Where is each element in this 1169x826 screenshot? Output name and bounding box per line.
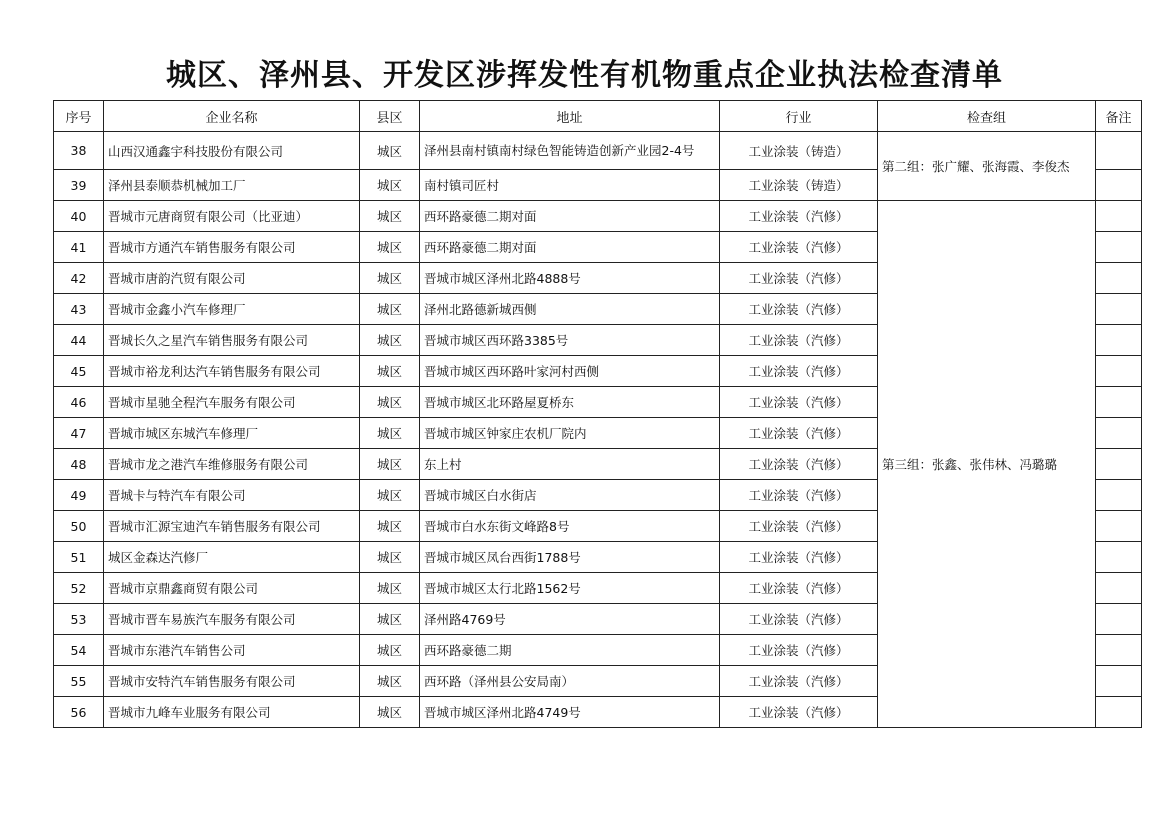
cell-no: 51	[54, 542, 104, 573]
cell-company: 山西汉通鑫宇科技股份有限公司	[104, 132, 360, 170]
cell-industry: 工业涂装（汽修）	[720, 666, 878, 697]
cell-remark	[1096, 263, 1142, 294]
header-industry: 行业	[720, 101, 878, 132]
cell-district: 城区	[360, 573, 420, 604]
cell-no: 54	[54, 635, 104, 666]
cell-address: 南村镇司匠村	[420, 170, 720, 201]
cell-address: 晋城市城区钟家庄农机厂院内	[420, 418, 720, 449]
cell-remark	[1096, 356, 1142, 387]
cell-district: 城区	[360, 232, 420, 263]
cell-remark	[1096, 232, 1142, 263]
header-district: 县区	[360, 101, 420, 132]
cell-company: 晋城市金鑫小汽车修理厂	[104, 294, 360, 325]
cell-company: 晋城市汇源宝迪汽车销售服务有限公司	[104, 511, 360, 542]
inspection-table	[53, 100, 1142, 728]
header-no: 序号	[54, 101, 104, 132]
cell-group-2: 第二组：张广耀、张海霞、李俊杰	[878, 132, 1096, 201]
cell-industry: 工业涂装（汽修）	[720, 604, 878, 635]
cell-district: 城区	[360, 604, 420, 635]
cell-no: 42	[54, 263, 104, 294]
cell-remark	[1096, 325, 1142, 356]
cell-no: 53	[54, 604, 104, 635]
cell-no: 39	[54, 170, 104, 201]
cell-no: 48	[54, 449, 104, 480]
cell-remark	[1096, 201, 1142, 232]
cell-no: 52	[54, 573, 104, 604]
cell-no: 43	[54, 294, 104, 325]
cell-address: 晋城市白水东街文峰路8号	[420, 511, 720, 542]
cell-company: 晋城市星驰全程汽车服务有限公司	[104, 387, 360, 418]
cell-address: 晋城市城区泽州北路4888号	[420, 263, 720, 294]
cell-company: 晋城市元唐商贸有限公司（比亚迪）	[104, 201, 360, 232]
cell-remark	[1096, 418, 1142, 449]
cell-no: 46	[54, 387, 104, 418]
cell-remark	[1096, 511, 1142, 542]
cell-industry: 工业涂装（汽修）	[720, 387, 878, 418]
cell-company: 晋城市安特汽车销售服务有限公司	[104, 666, 360, 697]
cell-industry: 工业涂装（汽修）	[720, 201, 878, 232]
cell-address: 晋城市城区北环路屋夏桥东	[420, 387, 720, 418]
cell-no: 45	[54, 356, 104, 387]
cell-district: 城区	[360, 511, 420, 542]
cell-address: 泽州路4769号	[420, 604, 720, 635]
cell-company: 泽州县泰顺恭机械加工厂	[104, 170, 360, 201]
cell-district: 城区	[360, 418, 420, 449]
cell-company: 晋城长久之星汽车销售服务有限公司	[104, 325, 360, 356]
cell-company: 晋城市九峰车业服务有限公司	[104, 697, 360, 728]
cell-remark	[1096, 542, 1142, 573]
cell-no: 49	[54, 480, 104, 511]
cell-district: 城区	[360, 480, 420, 511]
header-remark: 备注	[1096, 101, 1142, 132]
cell-remark	[1096, 449, 1142, 480]
cell-industry: 工业涂装（汽修）	[720, 635, 878, 666]
cell-industry: 工业涂装（汽修）	[720, 511, 878, 542]
cell-company: 晋城市方通汽车销售服务有限公司	[104, 232, 360, 263]
cell-address: 晋城市城区太行北路1562号	[420, 573, 720, 604]
cell-district: 城区	[360, 666, 420, 697]
cell-remark	[1096, 170, 1142, 201]
cell-no: 55	[54, 666, 104, 697]
cell-industry: 工业涂装（汽修）	[720, 480, 878, 511]
cell-industry: 工业涂装（汽修）	[720, 263, 878, 294]
cell-industry: 工业涂装（汽修）	[720, 356, 878, 387]
cell-no: 38	[54, 132, 104, 170]
cell-address: 晋城市城区西环路3385号	[420, 325, 720, 356]
cell-company: 晋城市京鼎鑫商贸有限公司	[104, 573, 360, 604]
cell-company: 晋城市晋车易族汽车服务有限公司	[104, 604, 360, 635]
cell-address: 晋城市城区凤台西街1788号	[420, 542, 720, 573]
cell-no: 56	[54, 697, 104, 728]
cell-remark	[1096, 573, 1142, 604]
cell-district: 城区	[360, 132, 420, 170]
cell-company: 晋城卡与特汽车有限公司	[104, 480, 360, 511]
cell-district: 城区	[360, 387, 420, 418]
cell-industry: 工业涂装（汽修）	[720, 697, 878, 728]
cell-address: 晋城市城区西环路叶家河村西侧	[420, 356, 720, 387]
cell-remark	[1096, 132, 1142, 170]
cell-district: 城区	[360, 542, 420, 573]
cell-address: 西环路豪德二期对面	[420, 201, 720, 232]
cell-remark	[1096, 697, 1142, 728]
cell-address: 泽州北路德新城西侧	[420, 294, 720, 325]
cell-address: 西环路（泽州县公安局南）	[420, 666, 720, 697]
table-row	[54, 201, 1142, 232]
cell-remark	[1096, 666, 1142, 697]
cell-remark	[1096, 604, 1142, 635]
cell-company: 晋城市裕龙利达汽车销售服务有限公司	[104, 356, 360, 387]
header-address: 地址	[420, 101, 720, 132]
cell-industry: 工业涂装（汽修）	[720, 325, 878, 356]
cell-remark	[1096, 480, 1142, 511]
cell-address: 泽州县南村镇南村绿色智能铸造创新产业园2-4号	[420, 132, 720, 170]
cell-district: 城区	[360, 263, 420, 294]
cell-company: 晋城市东港汽车销售公司	[104, 635, 360, 666]
cell-district: 城区	[360, 697, 420, 728]
cell-group-3: 第三组：张鑫、张伟林、冯璐璐	[878, 201, 1096, 728]
cell-address: 晋城市城区泽州北路4749号	[420, 697, 720, 728]
cell-address: 东上村	[420, 449, 720, 480]
cell-address: 西环路豪德二期对面	[420, 232, 720, 263]
cell-district: 城区	[360, 449, 420, 480]
cell-company: 晋城市龙之港汽车维修服务有限公司	[104, 449, 360, 480]
cell-no: 41	[54, 232, 104, 263]
cell-industry: 工业涂装（汽修）	[720, 449, 878, 480]
cell-industry: 工业涂装（汽修）	[720, 232, 878, 263]
cell-industry: 工业涂装（汽修）	[720, 573, 878, 604]
cell-remark	[1096, 635, 1142, 666]
table-row	[54, 132, 1142, 170]
cell-company: 晋城市唐韵汽贸有限公司	[104, 263, 360, 294]
cell-district: 城区	[360, 635, 420, 666]
cell-district: 城区	[360, 325, 420, 356]
cell-district: 城区	[360, 201, 420, 232]
cell-address: 西环路豪德二期	[420, 635, 720, 666]
cell-remark	[1096, 387, 1142, 418]
header-group: 检查组	[878, 101, 1096, 132]
cell-industry: 工业涂装（汽修）	[720, 294, 878, 325]
cell-no: 40	[54, 201, 104, 232]
cell-no: 44	[54, 325, 104, 356]
cell-company: 城区金森达汽修厂	[104, 542, 360, 573]
cell-industry: 工业涂装（汽修）	[720, 542, 878, 573]
cell-district: 城区	[360, 356, 420, 387]
cell-district: 城区	[360, 294, 420, 325]
cell-district: 城区	[360, 170, 420, 201]
cell-industry: 工业涂装（汽修）	[720, 418, 878, 449]
table-header-row	[54, 101, 1142, 132]
cell-company: 晋城市城区东城汽车修理厂	[104, 418, 360, 449]
cell-industry: 工业涂装（铸造）	[720, 132, 878, 170]
cell-remark	[1096, 294, 1142, 325]
header-company: 企业名称	[104, 101, 360, 132]
page-title: 城区、泽州县、开发区涉挥发性有机物重点企业执法检查清单	[166, 58, 1003, 93]
cell-address: 晋城市城区白水街店	[420, 480, 720, 511]
cell-no: 47	[54, 418, 104, 449]
cell-industry: 工业涂装（铸造）	[720, 170, 878, 201]
cell-no: 50	[54, 511, 104, 542]
